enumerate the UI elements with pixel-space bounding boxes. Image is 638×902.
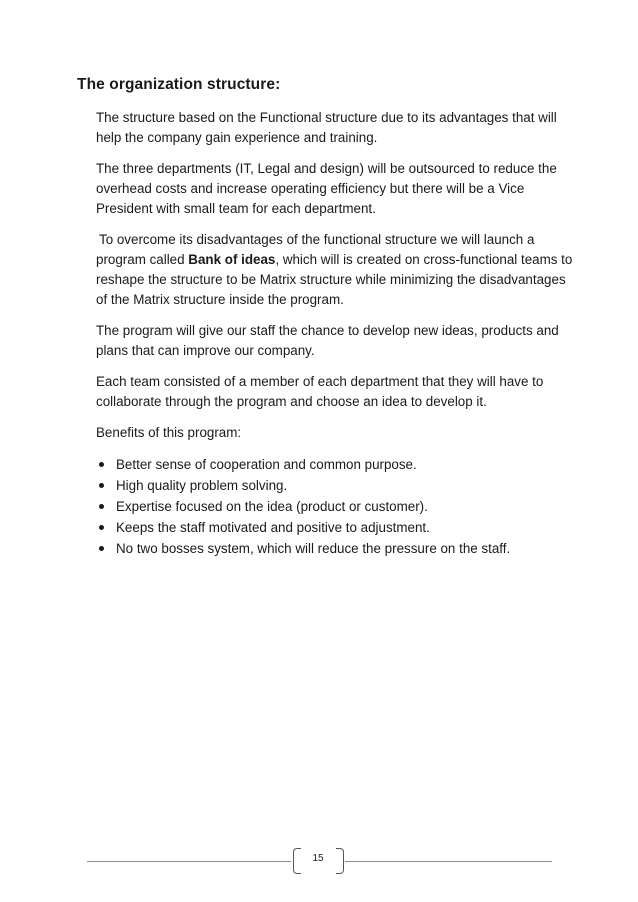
paragraph-bank-of-ideas [96, 230, 576, 310]
footer-rule-left [87, 861, 291, 862]
benefits-intro: Benefits of this program: [96, 425, 242, 440]
paragraph-outsourcing: The three departments (IT, Legal and design) will be outsourced to reduce the overhead costs and increase operating efficiency but there will be a Vice President with small team for each department. [96, 161, 557, 216]
footer-rule-right [345, 861, 552, 862]
list-item-text: Expertise focused on the idea (product or customer). [116, 499, 428, 514]
paragraph-team-composition: Each team consisted of a member of each department that they will have to collaborate through the program and choose an idea to develop it. [96, 374, 544, 409]
paragraph-bank-of-ideas-rest: , which will is created on cross-functional teams to reshape the structure to be Matrix structure while minimizing the disadvantages of the Matrix structure inside the program. [96, 252, 573, 307]
bullet-icon [99, 546, 104, 551]
list-item [96, 496, 576, 517]
list-item [96, 454, 576, 475]
section-body [96, 108, 576, 559]
bullet-icon [99, 504, 104, 509]
page-number: 15 [312, 853, 324, 864]
bullet-icon [99, 525, 104, 530]
list-item-text: No two bosses system, which will reduce the pressure on the staff. [116, 541, 511, 556]
benefits-list [96, 454, 576, 559]
list-item-text: Better sense of cooperation and common purpose. [116, 457, 417, 472]
list-item [96, 517, 576, 538]
page-footer [87, 848, 552, 874]
list-item [96, 475, 576, 496]
section-heading: The organization structure: [77, 76, 281, 93]
list-item [96, 538, 576, 559]
bullet-icon [99, 462, 104, 467]
bullet-icon [99, 483, 104, 488]
list-item-text: High quality problem solving. [116, 478, 288, 493]
list-item-text: Keeps the staff motivated and positive to adjustment. [116, 520, 430, 535]
paragraph-structure-basis: The structure based on the Functional structure due to its advantages that will help the company gain experience and training. [96, 110, 557, 145]
paragraph-bank-of-ideas-intro: To overcome its disadvantages of the functional structure we will launch a program called [96, 232, 535, 267]
right-brace-icon [336, 848, 344, 874]
left-brace-icon [293, 848, 301, 874]
paragraph-program-purpose: The program will give our staff the chance to develop new ideas, products and plans that can improve our company. [96, 323, 559, 358]
program-name: Bank of ideas [188, 252, 276, 267]
